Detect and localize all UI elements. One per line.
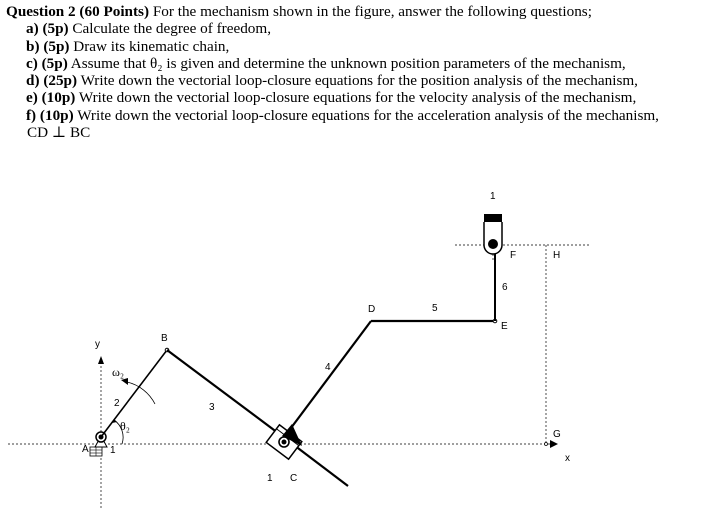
label-omega2: ω₂ bbox=[112, 365, 125, 379]
part-a-text: Calculate the degree of freedom, bbox=[68, 20, 272, 38]
label-link5: 5 bbox=[432, 303, 438, 314]
label-e: E bbox=[501, 321, 508, 332]
part-c-points: (5p) bbox=[41, 54, 68, 72]
part-c-text: Assume that θ₂ is given and determine the unknown position parameters of the mechanism, bbox=[67, 54, 626, 72]
slider-f-bracket bbox=[484, 222, 502, 254]
label-link6: 6 bbox=[502, 282, 508, 293]
part-f-points: (10p) bbox=[39, 106, 74, 124]
label-h: H bbox=[553, 250, 561, 261]
question-intro: For the mechanism shown in the figure, answer the following questions; bbox=[149, 3, 592, 20]
label-b: B bbox=[161, 333, 168, 344]
label-link3: 3 bbox=[209, 402, 215, 413]
label-link4: 4 bbox=[325, 362, 331, 373]
point-g bbox=[545, 443, 548, 446]
condition: CD ⊥ BC bbox=[27, 124, 91, 142]
part-b-text: Draw its kinematic chain, bbox=[69, 37, 230, 55]
part-e-text: Write down the vectorial loop-closure equations for the velocity analysis of the mechanism, bbox=[75, 89, 637, 107]
part-d-text: Write down the vectorial loop-closure equations for the position analysis of the mechanism, bbox=[77, 72, 638, 90]
label-link2: 2 bbox=[114, 398, 120, 409]
part-a-points: (5p) bbox=[42, 20, 69, 38]
x-axis-arrow bbox=[550, 440, 558, 448]
pivot-f bbox=[488, 239, 498, 249]
part-d-label: d) bbox=[26, 72, 40, 90]
part-c-label: c) bbox=[26, 54, 38, 72]
label-g: G bbox=[553, 429, 561, 440]
part-e-label: e) bbox=[26, 89, 38, 107]
label-link1-a: 1 bbox=[110, 445, 116, 456]
label-f: F bbox=[510, 250, 517, 261]
part-f-text: Write down the vectorial loop-closure equations for the acceleration analysis of the mechanism, bbox=[73, 106, 659, 124]
label-a: A bbox=[82, 444, 89, 455]
pivot-c-pin bbox=[282, 440, 287, 445]
ground-f-block bbox=[484, 214, 502, 222]
y-axis-arrow bbox=[98, 356, 104, 364]
label-y: y bbox=[95, 339, 100, 350]
label-x: x bbox=[565, 453, 570, 464]
label-d: D bbox=[368, 304, 376, 315]
label-theta2: θ₂ bbox=[120, 419, 130, 433]
part-f-label: f) bbox=[26, 106, 37, 124]
part-b-points: (5p) bbox=[43, 37, 70, 55]
part-e-points: (10p) bbox=[41, 89, 76, 107]
link-4 bbox=[282, 321, 371, 440]
link-2 bbox=[101, 350, 167, 437]
part-d-points: (25p) bbox=[43, 72, 78, 90]
label-link1-top: 1 bbox=[490, 191, 496, 202]
label-c: C bbox=[290, 473, 298, 484]
label-link1-c: 1 bbox=[267, 473, 273, 484]
link-3 bbox=[167, 350, 282, 436]
part-a-label: a) bbox=[26, 20, 39, 38]
question-heading: Question 2 (60 Points) bbox=[6, 3, 150, 20]
part-b-label: b) bbox=[26, 37, 40, 55]
omega2-arrow bbox=[121, 378, 128, 385]
